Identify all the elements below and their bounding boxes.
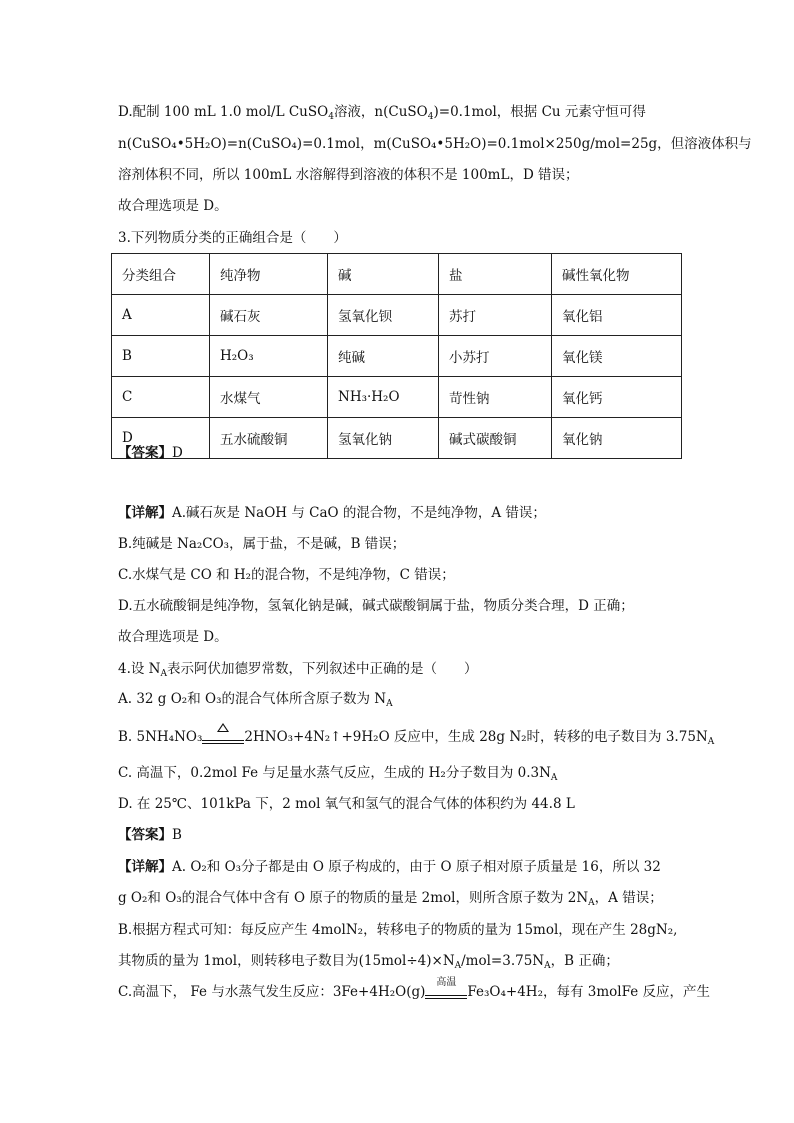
- table-header-cell: 碱性氧化物: [552, 254, 682, 295]
- question-4-option-c: C. 高温下，0.2mol Fe 与足量水蒸气反应，生成的 H₂分子数目为 $0.3N_A$: [118, 765, 558, 783]
- question-4-option-d: D. 在 25℃、101kPa 下，2 mol 氧气和氢气的混合气体的体积约为 44.8 L: [118, 796, 575, 812]
- question-4-stem: 4.设 $N_A$表示阿伏加德罗常数，下列叙述中正确的是（ ）: [118, 661, 478, 679]
- question-4-detail-4: 其物质的量为 1mol，则转移电子数目为$(15mol\div 4)\times N_A/mol=3.75N_A$，B 正确；: [118, 953, 619, 971]
- question-3-detail-2: B.纯碱是 Na₂CO₃，属于盐，不是碱，B 错误；: [118, 536, 406, 552]
- heat-condition-arrow: [202, 731, 244, 745]
- table-cell: NH₃·H₂O: [328, 377, 439, 418]
- table-cell: 氢氧化钡: [328, 295, 439, 336]
- table-cell: 碱石灰: [210, 295, 328, 336]
- table-header-cell: 碱: [328, 254, 439, 295]
- question-4-answer: 【答案】B: [118, 827, 182, 843]
- question-4-option-a: A. 32 g O₂和 O₃的混合气体所含原子数为 $N_A$: [118, 691, 393, 709]
- question-3-stem: 3.下列物质分类的正确组合是（ ）: [118, 230, 347, 246]
- question-4-option-b: B. 5NH₄NO₃ 2HNO₃+4N₂↑+9H₂O 反应中，生成 28g N₂时，转移的电子数目为 $3.75N_A$: [118, 728, 714, 746]
- table-cell: 碱式碳酸铜: [439, 418, 552, 459]
- table-cell: C: [112, 377, 210, 418]
- table-cell: 氧化钠: [552, 418, 682, 459]
- table-cell: 苛性钠: [439, 377, 552, 418]
- table-header-cell: 盐: [439, 254, 552, 295]
- question-3-detail-5: 故合理选项是 D。: [118, 629, 228, 645]
- table-header-cell: 分类组合: [112, 254, 210, 295]
- d-explain-line-1: D.配制 100 mL 1.0 mol/L CuSO$_4$溶液，n(CuSO$_4$)=0.1mol，根据 Cu 元素守恒可得: [118, 104, 646, 122]
- table-cell: 五水硫酸铜: [210, 418, 328, 459]
- question-3-answer: 【答案】D: [118, 445, 183, 461]
- table-header-cell: 纯净物: [210, 254, 328, 295]
- question-3-detail-1: 【详解】A.碱石灰是 NaOH 与 CaO 的混合物，不是纯净物，A 错误；: [118, 505, 546, 521]
- heat-triangle-icon: [217, 723, 229, 732]
- table-row: [112, 418, 682, 459]
- question-4-detail-1: 【详解】A. O₂和 O₃分子都是由 O 原子构成的，由于 O 原子相对原子质量是 16，所以 32: [118, 859, 661, 875]
- question-4-detail-5: C.高温下， Fe 与水蒸气发生反应：3Fe+4H₂O(g) 高温 Fe₃O₄+4H₂，每有 3molFe 反应，产生: [118, 976, 711, 1000]
- table-cell: A: [112, 295, 210, 336]
- d-explain-line-2: n(CuSO₄•5H₂O)=n(CuSO₄)=0.1mol，m(CuSO₄•5H₂O)=0.1mol×250g/mol=25g，但溶液体积与: [118, 136, 752, 152]
- table-cell: 小苏打: [439, 336, 552, 377]
- table-cell: 氧化铝: [552, 295, 682, 336]
- table-row: [112, 336, 682, 377]
- table-row: [112, 295, 682, 336]
- table-header-row: [112, 254, 682, 295]
- question-3-detail-4: D.五水硫酸铜是纯净物，氢氧化钠是碱，碱式碳酸铜属于盐，物质分类合理，D 正确；: [118, 598, 634, 614]
- question-4-detail-2: g O₂和 O₃的混合气体中含有 O 原子的物质的量是 2mol，则所含原子数为 $2N_A$，A 错误；: [118, 890, 663, 908]
- table-cell: H₂O₃: [210, 336, 328, 377]
- table-cell: D: [112, 418, 210, 459]
- table-cell: B: [112, 336, 210, 377]
- question-3-detail-3: C.水煤气是 CO 和 H₂的混合物，不是纯净物，C 错误；: [118, 567, 455, 583]
- d-explain-line-4: 故合理选项是 D。: [118, 198, 228, 214]
- table-cell: 纯碱: [328, 336, 439, 377]
- table-cell: 氢氧化钠: [328, 418, 439, 459]
- d-explain-line-3: 溶剂体积不同，所以 100mL 水溶解得到溶液的体积不是 100mL，D 错误；: [118, 167, 579, 183]
- table-cell: 氧化钙: [552, 377, 682, 418]
- classification-table: [111, 253, 682, 459]
- table-cell: 氧化镁: [552, 336, 682, 377]
- table-cell: 水煤气: [210, 377, 328, 418]
- question-4-detail-3: B.根据方程式可知：每反应产生 4molN₂，转移电子的物质的量为 15mol，现在产生 28gN₂,: [118, 922, 678, 938]
- table-row: [112, 377, 682, 418]
- high-temp-condition-arrow: 高温: [425, 986, 467, 1000]
- table-cell: 苏打: [439, 295, 552, 336]
